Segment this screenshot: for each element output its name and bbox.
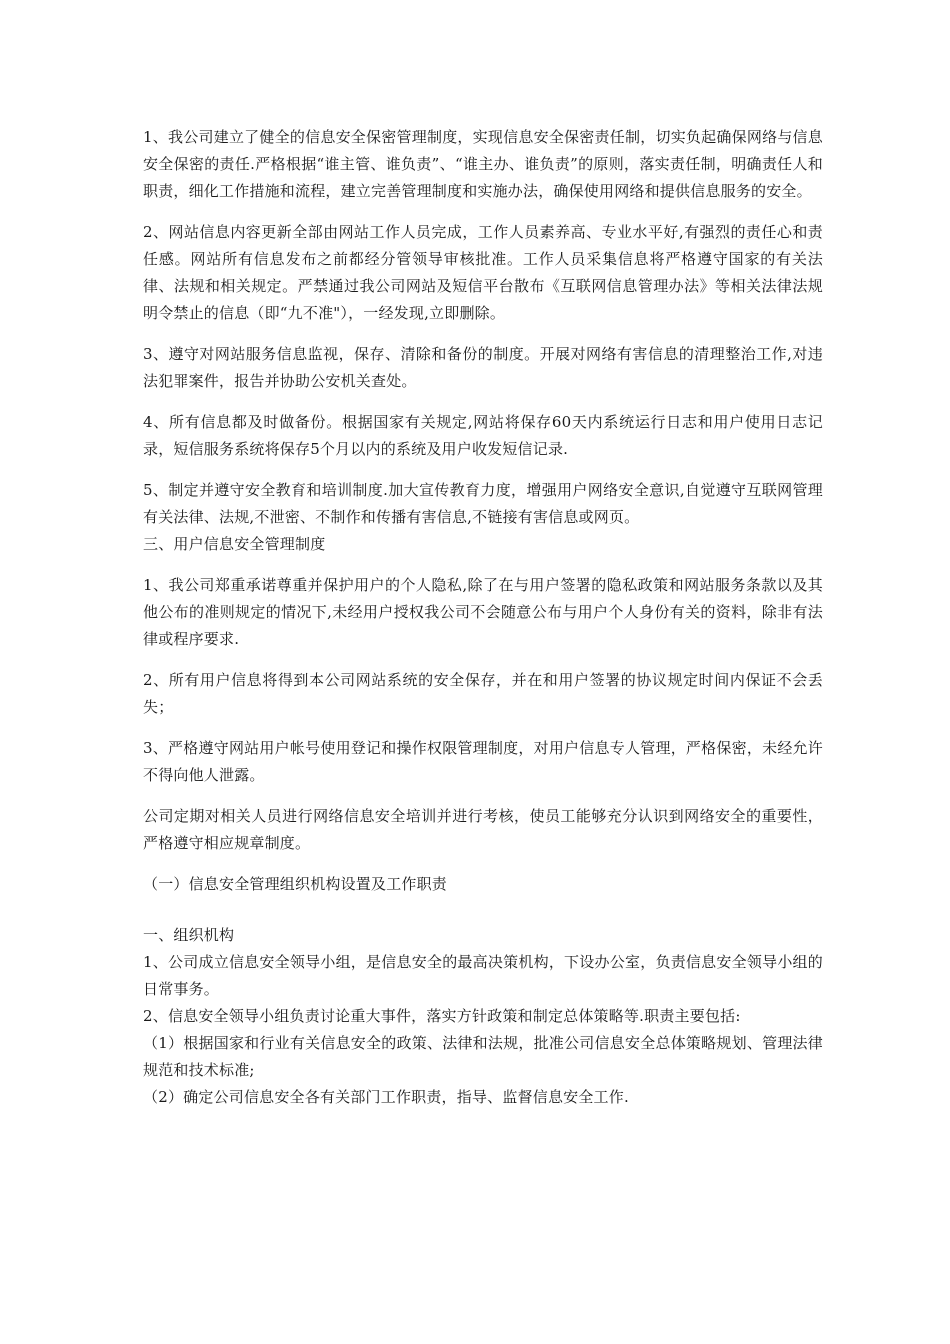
paragraph-13: （2）确定公司信息安全各有关部门工作职责，指导、监督信息安全工作.: [143, 1088, 629, 1106]
paragraph-5: 5、制定并遵守安全教育和培训制度.加大宣传教育力度，增强用户网络安全意识,自觉遵守互联网管理有关法律、法规,不泄密、不制作和传播有害信息,不链接有害信息或网页。: [143, 481, 823, 526]
subsection-heading: （一）信息安全管理组织机构设置及工作职责: [143, 875, 448, 893]
paragraph-4: 4、所有信息都及时做备份。根据国家有关规定,网站将保存60天内系统运行日志和用户使用日志记录，短信服务系统将保存5个月以内的系统及用户收发短信记录.: [143, 413, 823, 458]
section-1-heading: 一、组织机构: [143, 926, 235, 944]
paragraph-2: 2、网站信息内容更新全部由网站工作人员完成，工作人员素养高、专业水平好,有强烈的责任心和责任感。网站所有信息发布之前都经分管领导审核批准。工作人员采集信息将严格遵守国家的有关法律、法规和相关规定。严禁通过我公司网站及短信平台散布《互联网信息管理办法》等相关法律法规明令禁止的信息（即“九不准"），一经发现,立即删除。: [143, 223, 823, 322]
section-3-heading: 三、用户信息安全管理制度: [143, 535, 326, 553]
paragraph-3: 3、遵守对网站服务信息监视，保存、清除和备份的制度。开展对网络有害信息的清理整治工作,对违法犯罪案件，报告并协助公安机关查处。: [143, 345, 823, 390]
paragraph-12: （1）根据国家和行业有关信息安全的政策、法律和法规，批准公司信息安全总体策略规划、管理法律规范和技术标准;: [143, 1034, 823, 1079]
paragraph-7: 2、所有用户信息将得到本公司网站系统的安全保存，并在和用户签署的协议规定时间内保证不会丢失；: [143, 671, 823, 716]
paragraph-11: 2、信息安全领导小组负责讨论重大事件，落实方针政策和制定总体策略等.职责主要包括:: [143, 1007, 741, 1025]
paragraph-6: 1、我公司郑重承诺尊重并保护用户的个人隐私,除了在与用户签署的隐私政策和网站服务条款以及其他公布的准则规定的情况下,未经用户授权我公司不会随意公布与用户个人身份有关的资料，除非有法律或程序要求.: [143, 576, 823, 648]
paragraph-8: 3、严格遵守网站用户帐号使用登记和操作权限管理制度，对用户信息专人管理，严格保密，未经允许不得向他人泄露。: [143, 739, 823, 784]
paragraph-10: 1、公司成立信息安全领导小组，是信息安全的最高决策机构，下设办公室，负责信息安全领导小组的日常事务。: [143, 953, 823, 998]
paragraph-9: 公司定期对相关人员进行网络信息安全培训并进行考核，使员工能够充分认识到网络安全的重要性，严格遵守相应规章制度。: [143, 807, 823, 852]
paragraph-1: 1、我公司建立了健全的信息安全保密管理制度，实现信息安全保密责任制，切实负起确保网络与信息安全保密的责任.严格根据“谁主管、谁负责”、“谁主办、谁负责”的原则，落实责任制，明确责任人和职责，细化工作措施和流程，建立完善管理制度和实施办法，确保使用网络和提供信息服务的安全。: [143, 128, 823, 200]
document-page: [143, 124, 823, 1111]
